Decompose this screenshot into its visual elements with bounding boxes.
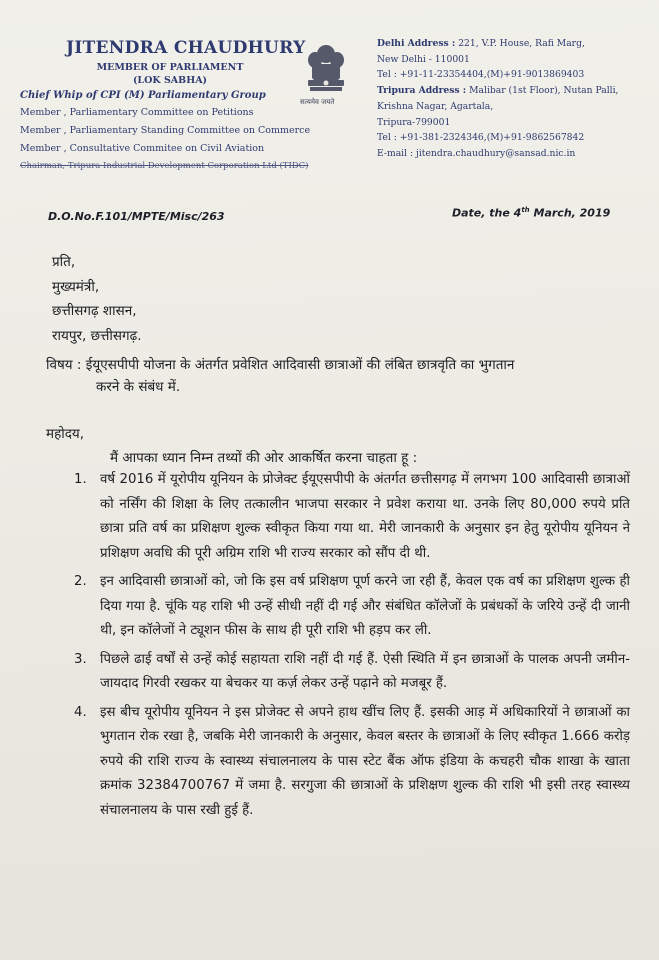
delhi-tel: Tel : +91-11-23354404,(M)+91-9013869403 — [377, 69, 585, 81]
tripura-label: Tripura Address : — [377, 85, 467, 97]
list-item — [70, 701, 630, 824]
date-prefix: Date, the 4 — [452, 206, 522, 220]
committee-2: Member , Parliamentary Standing Committee on Commerce — [20, 125, 311, 136]
sender-role: MEMBER OF PARLIAMENT — [96, 62, 244, 73]
list-item — [70, 570, 630, 644]
sender-name: JITENDRA CHAUDHURY — [66, 38, 306, 58]
address-line: छत्तीसगढ़ शासन, — [52, 303, 137, 319]
point-number: 3. — [74, 651, 87, 667]
address-line: रायपुर, छत्तीसगढ़. — [52, 327, 142, 344]
address-line: मुख्यमंत्री, — [52, 278, 100, 295]
delhi-city: New Delhi - 110001 — [377, 53, 470, 65]
point-number: 4. — [74, 704, 87, 720]
national-emblem-icon — [300, 40, 352, 120]
points-list — [70, 468, 630, 827]
sender-whip: Chief Whip of CPI (M) Parliamentary Group — [20, 90, 266, 101]
intro-text: मैं आपका ध्यान निम्न तथ्यों की ओर आकर्षित करना चाहता हू : — [110, 450, 418, 466]
list-item — [70, 648, 630, 697]
sender-house: (LOK SABHA) — [132, 75, 208, 86]
committee-3: Member , Consultative Commitee on Civil Aviation — [20, 143, 265, 154]
tripura-area: Krishna Nagar, Agartala, — [377, 100, 494, 112]
point-text: इस बीच यूरोपीय यूनियन ने इस प्रोजेक्ट से अपने हाथ खींच लिए हैं. इसकी आड़ में अधिकारियों ने छात्राओं का भुगतान रोक रखा है, जबकि मेरी जानकारी के अनुसार, केवल बस्तर के छात्राओं के लिए स्वीकृत 1.666 करोड़ रुपये की राशि राज्य के स्वास्थ्य संचालनालय के पास स्टेट बैंक ऑफ इंडिया के कचहरी चौक शाखा के खाता क्रमांक 32384700767 में जमा है. सरगुजा की छात्राओं के प्रशिक्षण शुल्क की राशि भी इसी तरह स्वास्थ्य संचालनालय के पास रखी हुई हैं. — [100, 704, 630, 818]
emblem-motto: सत्यमेव जयते — [300, 98, 335, 106]
delhi-label: Delhi Address : — [377, 38, 456, 49]
delhi-address: 221, V.P. House, Rafi Marg, — [458, 38, 585, 49]
recipient-address — [52, 250, 142, 348]
email: E-mail : jitendra.chaudhury@sansad.nic.in — [377, 147, 576, 159]
subject-line-1: विषय : ईयूएसपीपी योजना के अंतर्गत प्रवेशित आदिवासी छात्राओं की लंबित छात्रवृति का भुगतान — [46, 357, 515, 373]
tripura-address: Malibar (1st Floor), Nutan Palli, — [469, 85, 619, 97]
date-suffix: March, 2019 — [529, 206, 611, 220]
struck-line: Chairman, Tripura Industrial Development Corporation Ltd (TIDC) — [20, 161, 309, 171]
reference-number: D.O.No.F.101/MPTE/Misc/263 — [48, 210, 225, 223]
address-line: प्रति, — [52, 254, 76, 270]
committee-1: Member , Parliamentary Committee on Petitions — [20, 107, 254, 118]
salutation: महोदय, — [46, 426, 85, 442]
subject — [46, 354, 606, 398]
point-text: वर्ष 2016 में यूरोपीय यूनियन के प्रोजेक्ट ईयूएसपीपी के अंतर्गत छत्तीसगढ़ में लगभग 100 आदिवासी छात्राओं को नर्सिंग की शिक्षा के लिए तत्कालीन भाजपा सरकार ने प्रवेश कराया था. उनके लिए 80,000 रुपये प्रति छात्रा प्रति वर्ष का प्रशिक्षण शुल्क स्वीकृत किया गया था. मेरी जानकारी के अनुसार इन हेतु यूरोपीय यूनियन ने प्रशिक्षण अवधि की पूरी अग्रिम राशि भी राज्य सरकार को सौंप दी थी. — [100, 472, 630, 561]
point-number: 2. — [74, 574, 87, 589]
date-sup: th — [521, 206, 530, 214]
subject-line-2: करने के संबंध में. — [96, 379, 181, 395]
point-text: इन आदिवासी छात्राओं को, जो कि इस वर्ष प्रशिक्षण पूर्ण करने जा रही हैं, केवल एक वर्ष का प्रशिक्षण शुल्क ही दिया गया है. चूंकि यह राशि भी उन्हें सीधी नहीं दी गई और संबंधित कॉलेजों के प्रबंधकों के जरिये उन्हें दी जानी थी, इन कॉलेजों ने ट्यूशन फीस के साथ ही पूरी राशि भी हड़प कर ली. — [100, 574, 630, 638]
letterhead-right — [377, 36, 647, 162]
tripura-tel: Tel : +91-381-2324346,(M)+91-9862567842 — [377, 132, 585, 144]
tripura-city: Tripura-799001 — [377, 116, 451, 128]
list-item — [70, 468, 630, 566]
letter-date — [452, 206, 610, 220]
point-number: 1. — [74, 472, 87, 487]
point-text: पिछले ढाई वर्षों से उन्हें कोई सहायता राशि नहीं दी गई हैं. ऐसी स्थिति में इन छात्राओं के पालक अपनी जमीन-जायदाद गिरवी रखकर या बेचकर या कर्ज़ लेकर उन्हें पढ़ाने को मजबूर हैं. — [100, 651, 630, 691]
